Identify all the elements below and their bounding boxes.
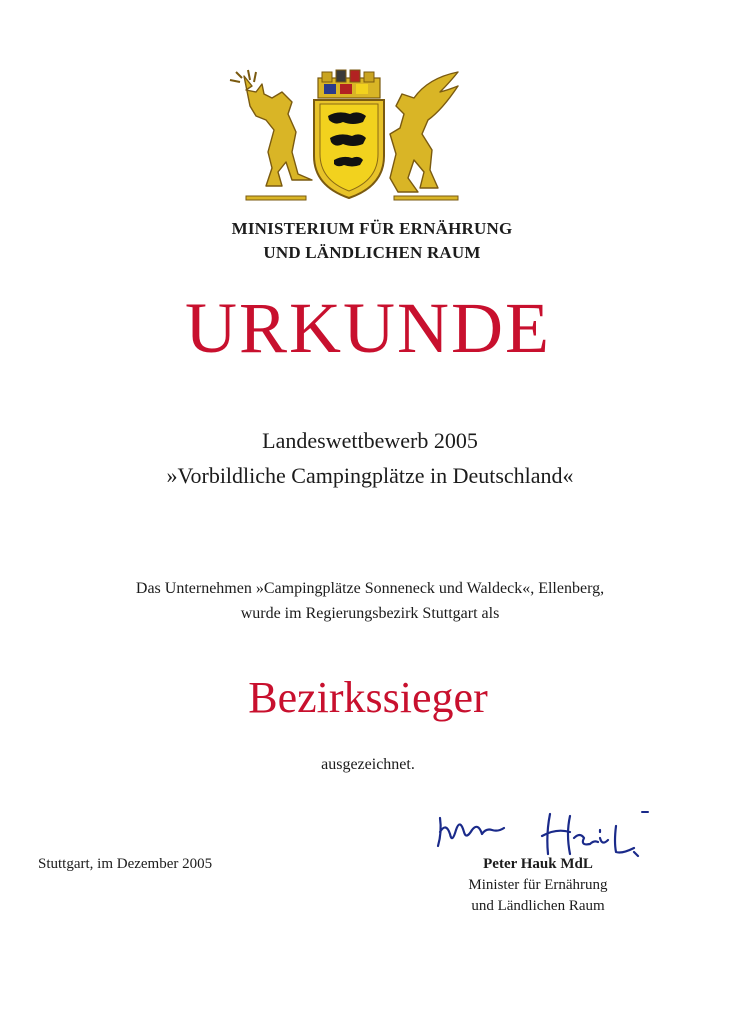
shield-icon — [314, 100, 384, 198]
ministry-name-line1: MINISTERIUM FÜR ERNÄHRUNG — [231, 219, 513, 238]
ministry-name-line2: UND LÄNDLICHEN RAUM — [263, 243, 481, 262]
statement-line2: wurde im Regierungsbezirk Stuttgart als — [240, 605, 500, 622]
certificate-title: URKUNDE — [185, 288, 551, 368]
griffin-supporter-icon — [390, 72, 458, 192]
signer-role-line2: und Ländlichen Raum — [471, 898, 605, 914]
place-and-date: Stuttgart, im Dezember 2005 — [38, 856, 213, 872]
stag-supporter-icon — [230, 70, 312, 186]
awarded-text: ausgezeichnet. — [321, 756, 415, 773]
baden-wuerttemberg-coat-of-arms-icon — [226, 68, 472, 204]
crown-icon — [318, 70, 380, 98]
statement-line1: Das Unternehmen »Campingplätze Sonneneck und Waldeck«, Ellenberg, — [135, 580, 605, 597]
competition-name: Landeswettbewerb 2005 — [262, 428, 478, 453]
award-title: Bezirkssieger — [248, 673, 488, 722]
signer-role-line1: Minister für Ernährung — [468, 877, 608, 893]
competition-subtitle: »Vorbildliche Campingplätze in Deutschland« — [166, 463, 574, 488]
signer-name: Peter Hauk MdL — [483, 856, 593, 872]
